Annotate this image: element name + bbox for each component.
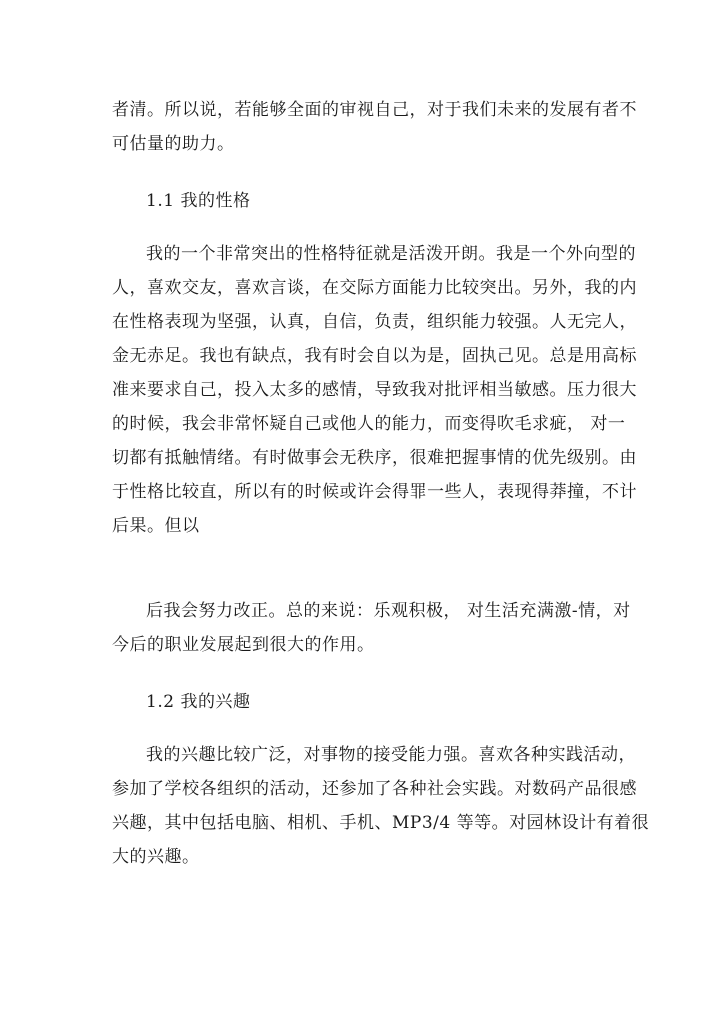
text-line: 人，喜欢交友，喜欢言谈，在交际方面能力比较突出。另外，我的内 [112,278,637,298]
text-line: 后果。但以 [112,516,200,536]
text-line: 切都有抵触情绪。有时做事会无秩序，很难把握事情的优先级别。由 [112,448,637,468]
section-heading-1-1: 1.1 我的性格 [146,191,251,211]
text-line: 今后的职业发展起到很大的作用。 [112,635,375,655]
text-line: 的时候，我会非常怀疑自己或他人的能力，而变得吹毛求疵， 对一 [112,414,626,434]
text-line: 参加了学校各组织的活动，还参加了各种社会实践。对数码产品很感 [112,779,637,799]
text-line: 我的一个非常突出的性格特征就是活泼开朗。我是一个外向型的 [146,244,636,264]
text-line: 兴趣，其中包括电脑、相机、手机、MP3/4 等等。对园林设计有着很 [112,813,650,833]
text-line: 金无赤足。我也有缺点，我有时会自以为是，固执己见。总是用高标 [112,346,637,366]
text-line: 大的兴趣。 [112,847,200,867]
text-line: 我的兴趣比较广泛，对事物的接受能力强。喜欢各种实践活动， [146,745,636,765]
text-line: 准来要求自己，投入太多的感情，导致我对批评相当敏感。压力很大 [112,380,637,400]
text-line: 者清。所以说，若能够全面的审视自己，对于我们未来的发展有者不 [112,100,637,120]
text-line: 后我会努力改正。总的来说：乐观积极， 对生活充满激-情，对 [146,601,631,621]
text-line: 于性格比较直，所以有的时候或许会得罪一些人，表现得莽撞，不计 [112,482,637,502]
text-line: 可估量的助力。 [112,134,235,154]
text-line: 在性格表现为坚强，认真，自信，负责，组织能力较强。人无完人， [112,312,637,332]
section-heading-1-2: 1.2 我的兴趣 [146,692,251,712]
